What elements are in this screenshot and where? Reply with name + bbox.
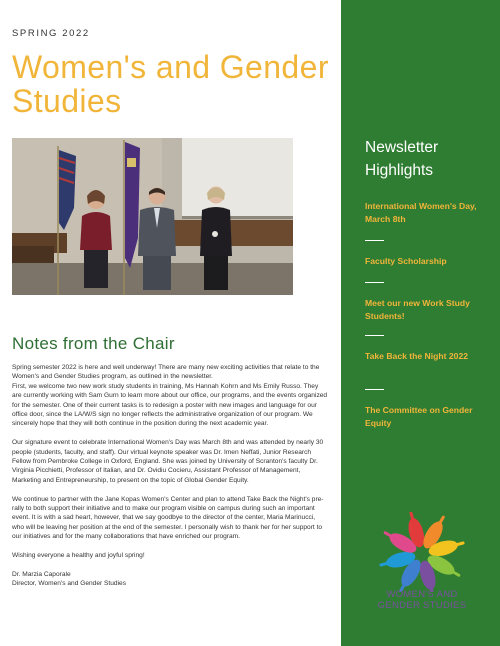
signature-name: Dr. Marzia Caporale [12, 570, 71, 578]
paragraph-closing: Wishing everyone a healthy and joyful spring! [12, 552, 145, 560]
sidebar-divider [365, 282, 384, 283]
hands-logo-icon [372, 512, 472, 592]
highlight-take-back-night[interactable]: Take Back the Night 2022 [365, 351, 469, 361]
paragraph-womens-day: Our signature event to celebrate International Women's Day was March 8th and was attended by nearly 30 people (students, faculty, and staff). Our virtual keynote speaker was Dr. Imen Neffati, Junior Research Fellow from Pembroke College in Oxford, England. She was joined by University of Scranton's faculty Dr. Virginia Picchietti, Professor of Italian, and Dr. Ovidiu Cocieru, Assistant Professor of Management, Marketing and Entrepreneurship, to present on the topic of Global Gender Equity. [12, 439, 324, 484]
signature-title: Director, Women's and Gender Studies [12, 580, 127, 588]
sidebar-divider [365, 240, 384, 241]
sidebar-title: Newsletter Highlights [365, 139, 439, 179]
highlight-faculty-scholarship[interactable]: Faculty Scholarship [365, 256, 447, 266]
notes-heading: Notes from the Chair [12, 334, 175, 353]
sidebar-divider [365, 335, 384, 336]
highlight-womens-day[interactable]: International Women's Day, March 8th [365, 201, 477, 224]
paragraph-work-study: First, we welcome two new work study students in training, Ms Hannah Kohrn and Ms Emily Russo. They are currently working with Sam Gurn to learn more about our office, our programs, and the events organized for the semester. One of their current tasks is to redesign a poster with new images and language for our office door, since the LA/W/S sign no longer reflects the administrative organization of our program. We sincerely hope that they will both continue in the position during the next academic year. [12, 382, 328, 428]
newsletter-title: Women's and Gender Studies [12, 49, 329, 119]
paragraph-intro: Spring semester 2022 is here and well underway! There are many new exciting activities that relate to the Women's and Gender Studies program, as outlined in the newsletter. [12, 364, 320, 381]
sidebar-divider [365, 389, 384, 390]
notes-body [12, 363, 329, 589]
group-photo [12, 138, 293, 295]
group-photo-illustration [12, 138, 293, 295]
highlight-gender-equity[interactable]: The Committee on Gender Equity [365, 405, 473, 428]
paragraph-womens-center: We continue to partner with the Jane Kopas Women's Center and plan to attend Take Back the Night's pre-rally to both support their initiative and to make our program visible on campus during such an important event. It is with a sad heart, however, that we say goodbye to the director of the center, Maria Marinucci, who will be leaving her position at the end of the semester. I personally wish to thank her for her support to our initiatives and for the many collaborations that have enriched our program. [12, 495, 324, 541]
issue-season: SPRING 2022 [12, 28, 90, 39]
highlight-work-study[interactable]: Meet our new Work Study Students! [365, 298, 470, 321]
logo-wordmark: WOMEN'S AND GENDER STUDIES [377, 589, 467, 611]
